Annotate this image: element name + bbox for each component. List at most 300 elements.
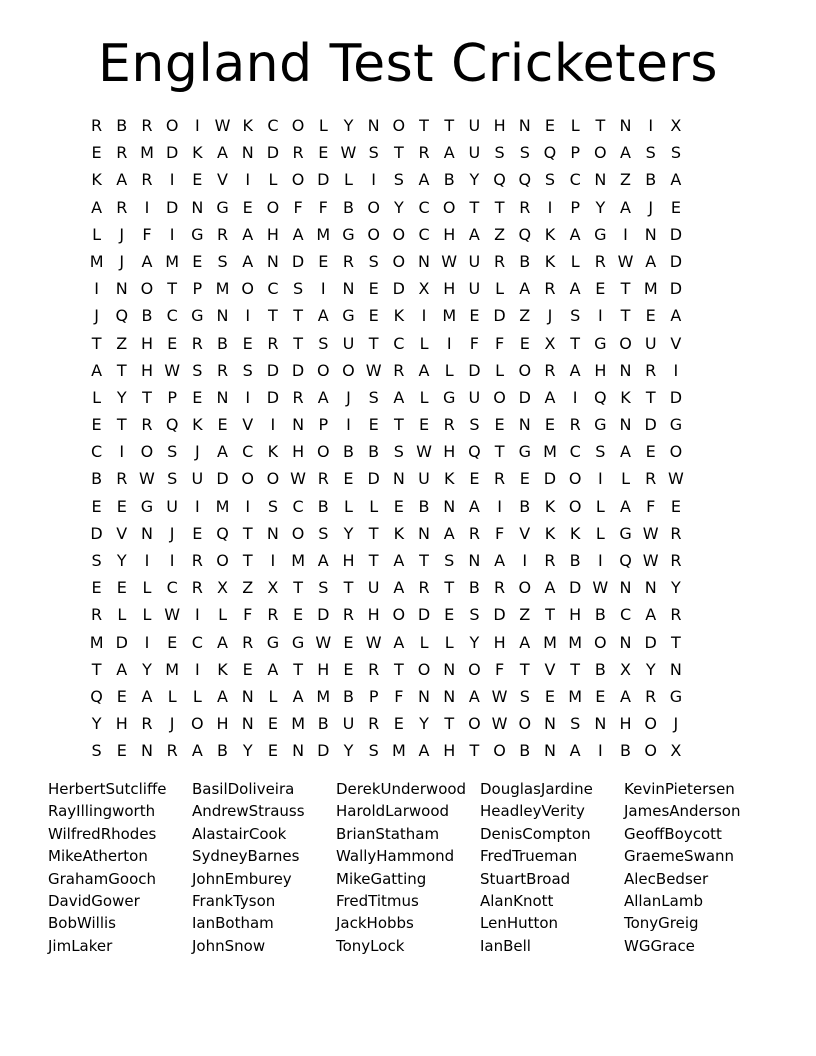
grid-letter: T	[469, 741, 480, 761]
grid-letter: R	[116, 143, 128, 163]
grid-letter: J	[194, 442, 200, 462]
grid-letter: R	[191, 578, 203, 598]
grid-letter: I	[497, 496, 502, 516]
word-list-item: TonyGreig	[624, 914, 699, 933]
grid-row	[84, 547, 732, 574]
grid-letter: M	[543, 632, 557, 652]
grid-letter: S	[167, 442, 178, 462]
grid-row	[84, 112, 732, 139]
grid-letter: T	[620, 279, 631, 299]
word-column	[480, 778, 624, 957]
grid-letter: D	[644, 632, 657, 652]
word-list-item: GeoffBoycott	[624, 824, 722, 843]
grid-letter: K	[544, 251, 556, 271]
grid-letter: I	[446, 333, 452, 353]
grid-letter: D	[266, 387, 280, 407]
grid-letter: R	[544, 551, 556, 570]
grid-letter: B	[342, 197, 354, 217]
grid-letter: I	[623, 224, 628, 244]
grid-letter: E	[267, 741, 278, 761]
grid-row	[84, 384, 732, 411]
grid-letter: K	[217, 659, 228, 679]
grid-letter: R	[418, 143, 430, 163]
grid-letter: C	[418, 197, 430, 217]
grid-letter: A	[620, 442, 631, 462]
grid-letter: B	[116, 116, 128, 135]
grid-letter: D	[216, 469, 229, 489]
grid-letter: T	[444, 578, 455, 598]
grid-letter: O	[291, 116, 305, 135]
grid-letter: N	[619, 116, 632, 135]
grid-letter: Z	[519, 605, 531, 625]
grid-letter: Q	[493, 170, 506, 190]
grid-letter: E	[318, 251, 329, 271]
grid-letter: R	[141, 714, 153, 734]
grid-letter: I	[94, 279, 99, 299]
grid-letter: B	[569, 551, 581, 570]
grid-letter: G	[191, 224, 204, 244]
grid-letter: L	[444, 632, 454, 652]
grid-letter: Q	[594, 387, 607, 407]
grid-letter: L	[268, 170, 278, 190]
grid-letter: G	[216, 197, 229, 217]
grid-letter: G	[619, 523, 632, 543]
grid-letter: A	[569, 360, 581, 380]
grid-letter: E	[242, 197, 253, 217]
grid-letter: O	[392, 116, 406, 135]
grid-letter: J	[346, 387, 351, 407]
grid-letter: G	[140, 496, 154, 516]
grid-letter: R	[141, 415, 153, 435]
grid-letter: B	[594, 605, 606, 625]
grid-letter: H	[569, 605, 582, 625]
grid-letter: E	[91, 415, 102, 435]
grid-letter: L	[192, 686, 202, 706]
grid-letter: U	[342, 714, 355, 734]
grid-letter: G	[443, 387, 456, 407]
word-column	[192, 778, 336, 957]
grid-row	[84, 330, 732, 357]
grid-letter: D	[417, 605, 431, 625]
grid-letter: L	[142, 578, 152, 598]
grid-letter: S	[167, 469, 178, 489]
grid-letter: J	[648, 197, 654, 217]
grid-letter: A	[468, 686, 480, 706]
word-list-item: RayIllingworth	[48, 802, 156, 821]
word-column	[48, 778, 192, 957]
grid-letter: E	[91, 496, 102, 516]
grid-letter: E	[544, 415, 556, 435]
grid-letter: L	[621, 469, 630, 489]
grid-letter: A	[317, 551, 329, 570]
grid-letter: W	[164, 605, 181, 625]
grid-letter: I	[421, 306, 427, 326]
grid-letter: N	[619, 578, 632, 598]
grid-letter: L	[344, 496, 353, 516]
grid-letter: H	[493, 116, 506, 135]
word-list-item: BrianStatham	[336, 824, 440, 843]
grid-letter: A	[620, 686, 631, 706]
grid-letter: O	[140, 442, 154, 462]
grid-letter: T	[570, 333, 581, 353]
grid-letter: C	[569, 170, 581, 190]
grid-letter: E	[217, 415, 228, 435]
grid-row	[84, 629, 732, 656]
grid-letter: L	[218, 605, 227, 625]
grid-letter: S	[570, 714, 581, 734]
grid-letter: N	[543, 741, 556, 761]
grid-letter: R	[141, 116, 153, 135]
grid-letter: E	[318, 143, 329, 163]
grid-letter: E	[343, 632, 354, 652]
grid-letter: L	[318, 116, 328, 135]
grid-letter: B	[519, 496, 531, 516]
grid-letter: A	[620, 143, 631, 163]
grid-letter: I	[371, 170, 377, 190]
grid-letter: F	[243, 605, 253, 625]
grid-letter: T	[444, 116, 455, 135]
grid-letter: H	[140, 360, 153, 380]
grid-letter: U	[166, 496, 179, 516]
grid-letter: O	[266, 469, 280, 489]
word-list-item: SydneyBarnes	[192, 847, 300, 866]
grid-letter: A	[91, 360, 103, 380]
grid-letter: R	[569, 415, 581, 435]
grid-letter: F	[494, 333, 505, 353]
grid-letter: Y	[142, 659, 152, 679]
grid-letter: I	[673, 360, 679, 380]
grid-letter: R	[368, 659, 380, 679]
grid-letter: G	[342, 306, 355, 326]
word-list-item: AlastairCook	[192, 824, 287, 843]
grid-letter: N	[241, 143, 254, 163]
grid-letter: N	[619, 632, 632, 652]
grid-letter: S	[242, 360, 253, 380]
grid-letter: A	[418, 741, 430, 761]
grid-letter: I	[194, 496, 200, 516]
grid-letter: C	[393, 333, 405, 353]
grid-letter: T	[419, 116, 429, 135]
grid-letter: Q	[619, 551, 632, 570]
grid-letter: I	[597, 551, 603, 570]
grid-letter: S	[318, 578, 329, 598]
grid-letter: A	[670, 306, 682, 326]
grid-row	[84, 275, 732, 302]
grid-letter: N	[266, 251, 279, 271]
grid-letter: S	[267, 496, 278, 516]
grid-letter: Z	[519, 306, 531, 326]
word-list-item: FredTitmus	[336, 892, 419, 911]
grid-row	[84, 248, 732, 275]
grid-letter: R	[670, 551, 682, 570]
word-list-item: JackHobbs	[336, 914, 414, 933]
grid-letter: B	[620, 741, 632, 761]
grid-letter: S	[670, 143, 681, 163]
grid-letter: S	[91, 741, 102, 761]
word-list-item: JimLaker	[48, 936, 113, 955]
grid-letter: S	[293, 279, 304, 299]
grid-letter: I	[194, 116, 200, 135]
grid-letter: T	[293, 659, 303, 679]
grid-letter: A	[569, 741, 581, 761]
grid-letter: V	[116, 523, 128, 543]
grid-letter: C	[191, 632, 203, 652]
grid-letter: F	[494, 659, 505, 679]
grid-letter: T	[444, 714, 455, 734]
grid-letter: N	[342, 279, 355, 299]
grid-letter: E	[444, 605, 455, 625]
grid-letter: W	[617, 251, 634, 271]
grid-letter: E	[192, 170, 203, 190]
grid-letter: R	[494, 469, 506, 489]
grid-letter: T	[494, 442, 505, 462]
grid-letter: S	[570, 306, 581, 326]
word-list-item: DenisCompton	[480, 824, 591, 843]
grid-letter: E	[544, 116, 556, 135]
grid-row	[84, 357, 732, 384]
grid-letter: O	[392, 224, 406, 244]
grid-letter: E	[116, 578, 127, 598]
grid-letter: N	[418, 523, 431, 543]
grid-letter: K	[544, 496, 556, 516]
grid-letter: N	[443, 686, 456, 706]
grid-letter: T	[393, 143, 404, 163]
grid-letter: T	[494, 197, 505, 217]
grid-row	[84, 520, 732, 547]
word-list-item: BasilDoliveira	[192, 780, 295, 798]
grid-letter: D	[468, 360, 481, 380]
grid-letter: K	[569, 523, 581, 543]
grid-letter: H	[443, 224, 456, 244]
grid-row	[84, 493, 732, 520]
grid-letter: O	[316, 442, 330, 462]
grid-letter: N	[443, 659, 456, 679]
grid-letter: T	[419, 551, 429, 570]
grid-letter: D	[543, 469, 557, 489]
grid-letter: O	[367, 224, 380, 244]
grid-letter: B	[342, 442, 354, 462]
word-list-item: MikeAtherton	[48, 847, 148, 866]
grid-letter: E	[519, 469, 530, 489]
grid-letter: W	[491, 714, 508, 734]
grid-letter: D	[669, 279, 683, 299]
grid-letter: E	[192, 523, 203, 543]
grid-letter: U	[342, 333, 355, 353]
grid-letter: D	[90, 523, 103, 543]
word-list-item: WGGrace	[624, 936, 695, 955]
grid-letter: O	[316, 360, 330, 380]
grid-letter: A	[217, 632, 228, 652]
grid-letter: S	[444, 551, 455, 570]
grid-letter: J	[94, 306, 99, 326]
grid-letter: R	[116, 197, 128, 217]
grid-letter: T	[116, 415, 127, 435]
grid-letter: A	[645, 251, 657, 271]
grid-letter: E	[343, 469, 354, 489]
grid-letter: K	[91, 170, 102, 190]
grid-letter: R	[267, 333, 279, 353]
grid-letter: N	[418, 251, 431, 271]
grid-letter: A	[468, 496, 480, 516]
grid-letter: R	[544, 279, 556, 299]
grid-letter: T	[91, 333, 102, 353]
grid-letter: I	[522, 551, 528, 570]
grid-letter: S	[368, 251, 379, 271]
grid-letter: O	[140, 279, 154, 299]
grid-letter: D	[644, 415, 657, 435]
grid-letter: D	[669, 251, 683, 271]
grid-letter: U	[644, 333, 657, 353]
grid-letter: B	[141, 306, 153, 326]
grid-letter: R	[292, 143, 304, 163]
grid-letter: K	[267, 442, 279, 462]
grid-letter: N	[619, 415, 632, 435]
grid-letter: Y	[116, 551, 127, 570]
grid-letter: I	[169, 551, 175, 570]
grid-letter: F	[646, 496, 656, 516]
grid-letter: O	[568, 469, 582, 489]
grid-letter: M	[643, 279, 658, 299]
word-list-item: HeadleyVerity	[480, 802, 585, 821]
grid-letter: O	[518, 714, 532, 734]
grid-letter: B	[519, 251, 531, 271]
word-list-item: TonyLock	[336, 936, 405, 955]
word-list-item: WilfredRhodes	[48, 824, 157, 843]
grid-letter: L	[344, 170, 353, 190]
grid-letter: Q	[518, 170, 532, 190]
grid-letter: F	[293, 197, 303, 217]
grid-letter: O	[619, 333, 632, 353]
grid-letter: A	[292, 224, 304, 244]
grid-letter: E	[645, 442, 656, 462]
grid-letter: N	[594, 170, 607, 190]
grid-letter: A	[393, 632, 405, 652]
grid-letter: A	[292, 686, 304, 706]
grid-letter: N	[241, 686, 254, 706]
grid-letter: A	[544, 578, 556, 598]
grid-letter: O	[468, 659, 481, 679]
grid-letter: T	[293, 306, 303, 326]
word-list-item: BobWillis	[48, 914, 116, 933]
grid-letter: F	[469, 333, 479, 353]
grid-letter: A	[191, 741, 203, 761]
grid-letter: R	[670, 523, 682, 543]
grid-letter: E	[393, 496, 404, 516]
grid-letter: J	[169, 714, 175, 734]
grid-letter: A	[267, 659, 279, 679]
grid-letter: B	[468, 578, 480, 598]
grid-letter: V	[519, 523, 531, 543]
grid-letter: A	[443, 523, 455, 543]
grid-letter: C	[619, 605, 632, 625]
grid-letter: R	[242, 632, 254, 652]
grid-letter: R	[645, 686, 657, 706]
grid-letter: N	[443, 496, 456, 516]
grid-letter: E	[167, 333, 178, 353]
grid-letter: U	[468, 387, 481, 407]
word-list	[48, 778, 768, 957]
grid-letter: N	[216, 306, 229, 326]
grid-letter: A	[620, 197, 631, 217]
grid-letter: M	[291, 551, 305, 570]
grid-letter: M	[165, 659, 180, 679]
grid-letter: E	[494, 415, 505, 435]
grid-letter: A	[569, 224, 581, 244]
grid-letter: W	[365, 360, 382, 380]
grid-letter: R	[292, 387, 304, 407]
grid-letter: I	[119, 442, 125, 462]
grid-letter: O	[493, 741, 506, 761]
grid-letter: B	[91, 469, 103, 489]
grid-row	[84, 411, 732, 438]
grid-letter: D	[317, 170, 330, 190]
grid-letter: X	[620, 659, 632, 679]
grid-letter: R	[670, 605, 682, 625]
grid-letter: F	[318, 197, 328, 217]
grid-letter: O	[518, 360, 532, 380]
grid-letter: I	[346, 415, 351, 435]
grid-letter: K	[192, 415, 203, 435]
grid-letter: U	[468, 116, 481, 135]
grid-letter: M	[442, 306, 457, 326]
grid-letter: E	[343, 659, 354, 679]
grid-letter: B	[317, 714, 329, 734]
grid-letter: E	[116, 496, 127, 516]
word-list-item: DouglasJardine	[480, 780, 593, 798]
grid-letter: T	[570, 659, 581, 679]
grid-letter: A	[569, 279, 581, 299]
grid-letter: W	[139, 469, 155, 489]
grid-letter: A	[620, 496, 631, 516]
grid-row	[84, 438, 732, 465]
grid-letter: R	[216, 224, 229, 244]
grid-letter: Y	[469, 632, 480, 652]
grid-letter: W	[441, 251, 458, 271]
grid-letter: Y	[242, 741, 253, 761]
grid-letter: P	[368, 686, 379, 706]
grid-letter: D	[317, 605, 330, 625]
grid-letter: L	[419, 387, 429, 407]
grid-row	[84, 683, 732, 710]
grid-letter: E	[469, 469, 480, 489]
grid-letter: O	[216, 551, 229, 570]
grid-letter: S	[469, 605, 480, 625]
grid-letter: R	[116, 469, 128, 489]
grid-letter: M	[568, 632, 583, 652]
grid-letter: B	[645, 170, 657, 190]
grid-letter: H	[140, 333, 153, 353]
grid-letter: O	[392, 605, 406, 625]
grid-letter: O	[594, 632, 607, 652]
grid-letter: N	[292, 741, 305, 761]
grid-letter: H	[266, 224, 279, 244]
grid-letter: J	[673, 714, 679, 734]
grid-row	[84, 465, 732, 492]
grid-letter: S	[368, 741, 379, 761]
grid-letter: Y	[419, 714, 429, 734]
grid-letter: R	[544, 360, 556, 380]
grid-letter: I	[320, 279, 326, 299]
grid-letter: R	[393, 360, 405, 380]
grid-letter: E	[645, 306, 656, 326]
grid-letter: D	[165, 197, 179, 217]
grid-letter: W	[290, 469, 306, 489]
grid-letter: E	[393, 714, 404, 734]
grid-letter: N	[669, 659, 682, 679]
grid-letter: E	[192, 251, 203, 271]
grid-letter: A	[645, 605, 657, 625]
grid-letter: A	[393, 578, 405, 598]
